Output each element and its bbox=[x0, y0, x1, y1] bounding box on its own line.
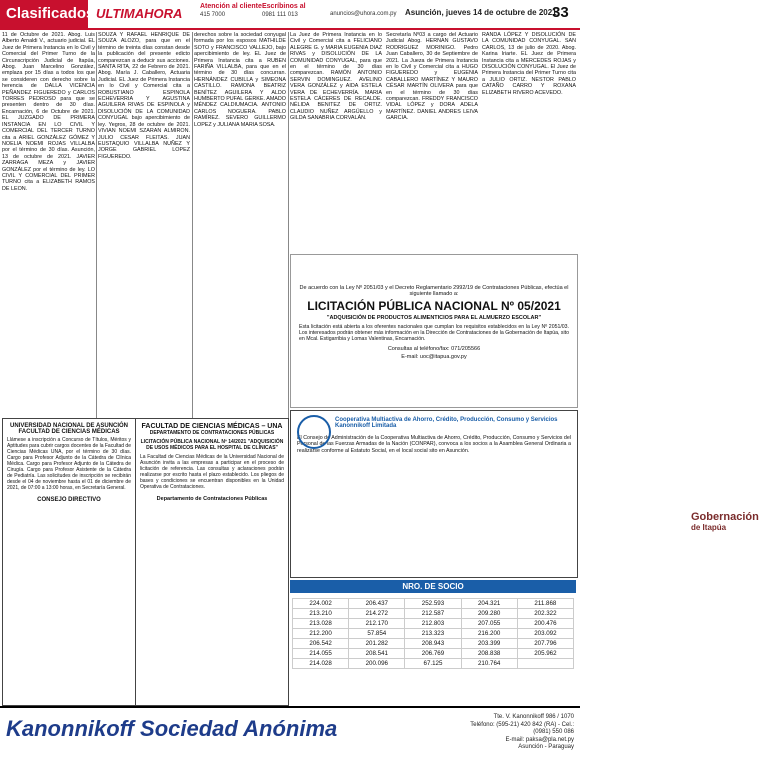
contact-phone: Atención al cliente: 415 7000 bbox=[200, 3, 265, 18]
header-bar bbox=[0, 0, 580, 30]
member-number-cell: 207.055 bbox=[461, 619, 517, 629]
classified-text: RANDA LÓPEZ Y DISOLUCIÓN DE LA COMUNIDAD CONYUGAL. SAN CARLOS, 13 de julio de 2020. Abog. Karina Iriarte. EL Juez de Primera Instancia cita a MERCEDES ROJAS y DISOLUCIÓN CONYUGAL. El Juez de Primera Instancia del Primer Turno cita a JULIO ORTIZ. NESTOR PABLO CATAÑO CARRO Y ROXANA ELIZABETH RIVERO ACEVEDO. bbox=[482, 32, 576, 96]
cooperativa-ad bbox=[290, 410, 578, 578]
member-number-cell: 206.437 bbox=[349, 599, 405, 609]
member-number-cell: 210.764 bbox=[461, 659, 517, 669]
member-number-cell: 214.028 bbox=[293, 659, 349, 669]
classified-text: SOUZA Y RAFAEL HENRIQUE DE SOUZA ALOZO, para que en el término de treinta días constan desde la publicación del presente edicto comparezcan a deducir sus acciones. SANTA RITA, 22 de Febrero de 2021. Abog. María J. Caballero, Actuaria Judicial. EL Juez de Primera Instancia en lo Civil y Comercial cita a ROBUSTIANO ESPINOLA ECHEVERRIA Y AGUSTINA AGUILERA RIVAS DE ESPINOLA y DISOLUCIÓN DE LA COMUNIDAD CONYUGAL bajo apercibimiento de ley. Yegros, 28 de octubre de 2021. VIVIAN NOEMI SZARAN ALMIRON. JULIO CESAR FLEITAS. JUAN EUSTAQUIO VILLALBA NUÑEZ Y JORGE GABRIEL LOPEZ FIGUEREDO. bbox=[98, 32, 190, 160]
footer-ad bbox=[0, 706, 580, 758]
facultad-subtitle: DEPARTAMENTO DE CONTRATACIONES PÚBLICAS bbox=[149, 430, 275, 436]
classified-column-3 bbox=[194, 32, 286, 416]
cooperativa-title: Cooperativa Multiactiva de Ahorro, Crédito, Producción, Consumo y Servicios Kanonnikoff Limitada bbox=[335, 417, 558, 429]
classified-column-2 bbox=[98, 32, 190, 416]
member-number-cell: 214.272 bbox=[349, 609, 405, 619]
member-number-cell: 202.322 bbox=[517, 609, 573, 619]
cooperativa-logo bbox=[297, 415, 331, 449]
member-number-cell: 206.769 bbox=[405, 649, 461, 659]
member-number-cell: 212.170 bbox=[349, 619, 405, 629]
classified-column-5 bbox=[386, 32, 478, 252]
member-number-cell: 208.541 bbox=[349, 649, 405, 659]
classified-column-4 bbox=[290, 32, 382, 252]
member-number-cell: 212.803 bbox=[405, 619, 461, 629]
member-number-cell: 57.854 bbox=[349, 629, 405, 639]
gobernacion-logo: Gobernación de Itapúa bbox=[691, 511, 759, 532]
section-title: Clasificados bbox=[0, 0, 88, 28]
licitacion-title: LICITACIÓN PÚBLICA NACIONAL Nº 05/2021 bbox=[307, 299, 561, 313]
member-number-cell: 208.943 bbox=[405, 639, 461, 649]
classified-text: 11 de Octubre de 2021. Abog. Luis Alberto Arnaldi V., actuario judicial. EL Juez de Primera Instancia en lo Civil y Comercial del Primer Turno de la Circunscripción Judicial de Itapúa, Abog. Juan Marcelino González, emplaza por 15 días a todos los que se consideren con derecho sobre la herencia de DALLA VICENCIA PEÑANDEZ FIGUEREDO y CARLOS TORRES PEDROSO para que se presenten dentro de 30 días. Encarnación, 6 de Octubre de 2021. EL JUZGADO DE PRIMERA INSTANCIA EN LO CIVIL Y COMERCIAL DEL TERCER TURNO cita a ARIEL GONZÁLEZ GÓMEZ Y NOELIA NOEMI ROJAS VILLALBA por el término de 30 días. Asunción, 13 de octubre de 2021. JAVIER ZARRAGA MEZA y JAVIER GONZÁLEZ por el término de ley. LO CIVIL Y COMERCIAL DEL PRIMER TURNO cita a ELIZABETH RAMOS DE LEON. bbox=[2, 32, 95, 192]
licitacion-contact: Consultas al teléfono/fax: 071/205566 bbox=[387, 345, 481, 352]
member-number-cell: 211.868 bbox=[517, 599, 573, 609]
classified-column-1 bbox=[2, 32, 95, 416]
brand-logo: ULTIMAHORA bbox=[96, 6, 183, 21]
issue-date: Asunción, jueves 14 de octubre de 2021 bbox=[405, 8, 557, 17]
table-row bbox=[293, 649, 574, 659]
table-row bbox=[293, 609, 574, 619]
member-number-cell: 200.476 bbox=[517, 619, 573, 629]
universidad-title: UNIVERSIDAD NACIONAL DE ASUNCIÓN FACULTAD DE CIENCIAS MÉDICAS bbox=[9, 423, 128, 435]
company-name: Kanonnikoff Sociedad Anónima bbox=[6, 716, 338, 741]
member-number-cell: 213.028 bbox=[293, 619, 349, 629]
column-divider bbox=[288, 32, 289, 418]
member-number-cell: 213.323 bbox=[405, 629, 461, 639]
contact-email[interactable]: anuncios@uhora.com.py bbox=[330, 11, 397, 17]
facultad-body: La Facultad de Ciencias Médicas de la Universidad Nacional de Asunción invita a las empresas a participar en el proceso de licitación de referencia. Las consultas y aclaraciones podrán realizarse por escrito hasta el plazo establecido. Los pliegos de bases y condiciones se encuentran disponibles en la Unidad Operativa de Contrataciones. bbox=[140, 454, 284, 490]
classified-text: La Juez de Primera Instancia en lo Civil y Comercial cita a FELICIANO ALEGRE G. y MARIA EUGENIA DIAZ RIVAS y DISOLUCIÓN DE LA COMUNIDAD CONYUGAL, para que en el término de 30 días comparezcan. RAMÓN ANTONIO SERVIN DOMINGUEZ. AVELINO VERA GONZÁLEZ y AIDA ESTELA VERA DE ECHEVERRÍA. MARIA ESTELA CÁCERES DE RECALDE. NÉLIDA BENITEZ DE ORTIZ. CLAUDIO NUÑEZ ARGÜELLO y GILDA SANABRIA CORVALÁN. bbox=[290, 32, 382, 122]
member-number-cell: 224.002 bbox=[293, 599, 349, 609]
member-number-cell: 205.962 bbox=[517, 649, 573, 659]
member-number-cell: 207.796 bbox=[517, 639, 573, 649]
universidad-body: Llámese a inscripción a Concurso de Títulos, Méritos y Aptitudes para cubrir cargos docentes de la Facultad de Ciencias Médicas UNA, por el término de 30 días. Cargo para Profesor Adjunto de la Cátedra de Clínica Médica. Cargo para Profesor Adjunto de la Cátedra de Cirugía. Cargo para Profesor Asistente de la Cátedra de Pediatría. Las solicitudes de inscripción se recibirán desde el 04 de noviembre hasta el 01 de diciembre de 2021, de 07:00 a 13:00 horas, en Secretaría General. bbox=[7, 437, 131, 491]
licitacion-body: Esta licitación está abierta a los oferentes nacionales que cumplan los requisitos establecidos en la Ley Nº 2051/03. Los interesados podrán obtener más información en la Dirección de Contrataciones de la Gobernación de Itapúa, sito en Mcal. Estigarribia y Lomas Valentinas, Encarnación. bbox=[299, 324, 569, 343]
member-number-cell: 214.055 bbox=[293, 649, 349, 659]
member-number-table bbox=[292, 598, 574, 669]
table-row bbox=[293, 599, 574, 609]
member-number-cell: 212.587 bbox=[405, 609, 461, 619]
cooperativa-body: El Consejo de Administración de la Cooperativa Multiactiva de Ahorro, Crédito, Producción, Consumo y Servicios del Personal de las Fuerzas Armadas de la Nación (CONPAR), convoca a los socios a la Asamblea General Ordinaria a realizarse conforme al Estatuto Social, en el local social sito en Asunción. bbox=[297, 435, 571, 454]
table-row bbox=[293, 639, 574, 649]
member-number-header: NRO. DE SOCIO bbox=[290, 580, 576, 593]
member-number-cell: 213.210 bbox=[293, 609, 349, 619]
facultad-sign: Departamento de Contrataciones Públicas bbox=[156, 496, 268, 502]
member-number-cell: 203.399 bbox=[461, 639, 517, 649]
member-number-cell: 201.282 bbox=[349, 639, 405, 649]
facultad-ad bbox=[135, 418, 289, 706]
member-number-cell: 212.200 bbox=[293, 629, 349, 639]
licitacion-subtitle: "ADQUISICIÓN DE PRODUCTOS ALIMENTICIOS PARA EL ALMUERZO ESCOLAR" bbox=[326, 315, 542, 321]
facultad-licitacion: LICITACIÓN PÚBLICA NACIONAL Nº 14/2021 "ADQUISICIÓN DE USOS MÉDICOS PARA EL HOSPITAL DE CLÍNICAS" bbox=[140, 439, 284, 451]
table-row bbox=[293, 659, 574, 669]
universidad-sign: CONSEJO DIRECTIVO bbox=[37, 497, 101, 503]
licitacion-intro: De acuerdo con la Ley Nº 2051/03 y el Decreto Reglamentario 2992/19 de Contrataciones Públicas, efectúa el siguiente llamado a: bbox=[299, 285, 569, 297]
licitacion-email[interactable]: E-mail: uoc@itapua.gov.py bbox=[401, 353, 467, 360]
member-number-cell: 208.838 bbox=[461, 649, 517, 659]
member-number-cell bbox=[517, 659, 573, 669]
company-address: Tte. V. Kanonnikoff 986 / 1070 Teléfono: (595-21) 420 842 (RA) - Cel.: (0981) 550 086 E-mail: paksa@pla.net.py Asunción - Paraguay bbox=[470, 714, 574, 750]
member-number-cell: 216.200 bbox=[461, 629, 517, 639]
member-number-cell: 67.125 bbox=[405, 659, 461, 669]
member-number-cell: 204.321 bbox=[461, 599, 517, 609]
facultad-title: FACULTAD DE CIENCIAS MÉDICAS – UNA bbox=[141, 423, 283, 430]
table-row bbox=[293, 629, 574, 639]
page-number: 33 bbox=[552, 4, 569, 21]
table-row bbox=[293, 619, 574, 629]
member-number-cell: 203.092 bbox=[517, 629, 573, 639]
member-number-cell: 200.096 bbox=[349, 659, 405, 669]
member-number-cell: 209.280 bbox=[461, 609, 517, 619]
column-divider bbox=[192, 32, 193, 418]
column-divider bbox=[96, 32, 97, 418]
member-number-cell: 252.593 bbox=[405, 599, 461, 609]
contact-whatsapp: Escríbinos al 0981 111 013 bbox=[262, 3, 306, 18]
universidad-ad bbox=[2, 418, 136, 706]
classified-column-6 bbox=[482, 32, 576, 252]
classified-text: Secretaría Nº03 a cargo del Actuario Judicial Abog. HERNAN GUSTAVO RODRIGUEZ MORINIGO. Pedro Juan Caballero, 30 de Septiembre de 2021. La Jueza de Primera Instancia en lo Civil y Comercial cita a HUGO FIGUEREDO y EUGENIA CABALLERO MARTÍNEZ Y MAURO CÉSAR MARTÍN OLIVERA para que en el término de 30 días comparezcan. FREDDY FRANCISCO VIDAL LÓPEZ y DORA ADELA MARTÍNEZ. DANIEL ANDRES LEIVA GARCIA. bbox=[386, 32, 478, 122]
classified-text: derechos sobre la sociedad conyugal formada por los esposos MATHILDE SOTO y FRANCISCO VALLEJO, bajo apercibimiento de ley. EL Juez de Primera Instancia cita a RUBEN FARIÑA VILLALBA, para que en el término de 30 días concurran. HERNÁNDEZ CUBILLA y SIMEONA CASTILLO. RAMONA BEATRIZ BENÍTEZ AGUILERA Y ALDO HUMBERTO PUFAL GERKE. AMADO MÉNDEZ CALDIUMACIA. ANTONIO CARLOS NOGUERA. PABLO RAMÍREZ. SEVERO GUILLERMO LOPEZ y JULIANA MARIA SOSA. bbox=[194, 32, 286, 128]
member-number-cell: 206.542 bbox=[293, 639, 349, 649]
